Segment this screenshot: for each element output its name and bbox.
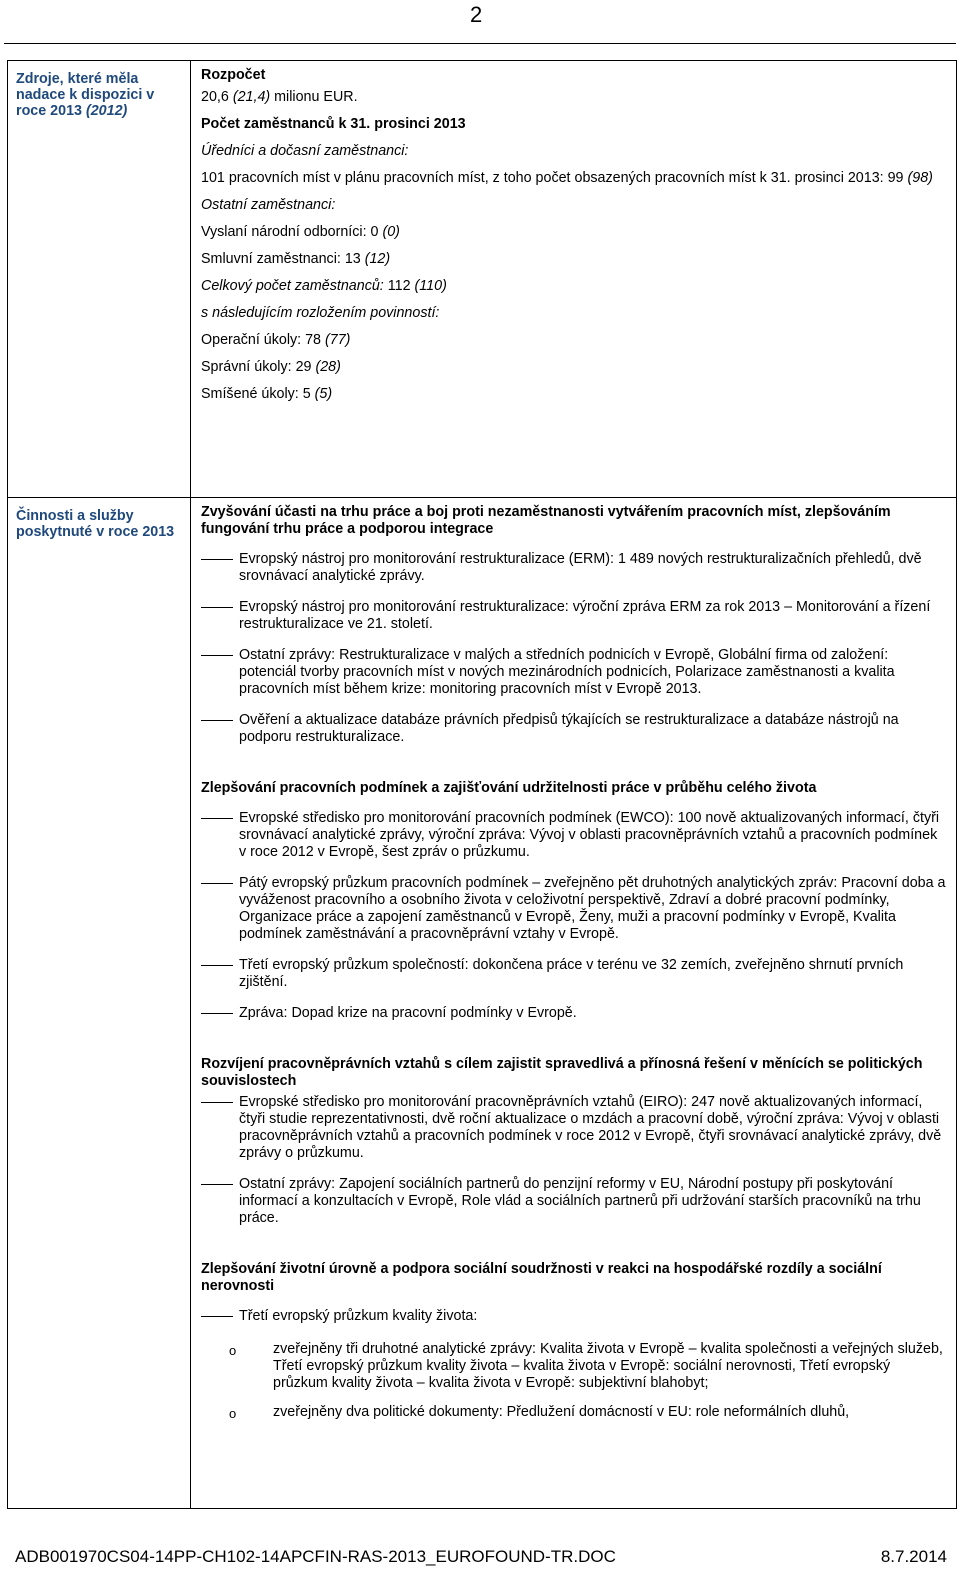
contract-text: Smluvní zaměstnanci: 13: [201, 251, 365, 267]
document-id: ADB001970CS04-14PP-CH102-14APCFIN-RAS-2013_EUROFOUND-TR.DOC: [15, 1547, 616, 1566]
sub-list-item: [201, 1404, 948, 1421]
summary-table: [7, 60, 957, 1509]
section-working-conditions: [201, 780, 948, 1022]
admin-line: [201, 359, 948, 375]
dash-bullet: [201, 607, 233, 608]
header-rule: [4, 43, 956, 44]
budget-title: Rozpočet: [201, 67, 266, 83]
contract-prev: (12): [364, 251, 391, 267]
total-label: Celkový počet zaměstnanců:: [201, 278, 384, 294]
list-item-text: Třetí evropský průzkum společností: dokončena práce v terénu ve 32 zemích, zveřejněno shrnutí prvních zjištění.: [239, 957, 904, 990]
activities-label-cell: [8, 498, 191, 1509]
list-item: [201, 712, 948, 746]
list-item: [201, 1005, 948, 1022]
activities-content-cell: [191, 498, 957, 1509]
dash-bullet: [201, 559, 233, 560]
section-heading: Zvyšování účasti na trhu práce a boj proti nezaměstnanosti vytvářením pracovních míst, zlepšováním fungování trhu práce a podporou integrace: [201, 504, 891, 537]
page-number: 2: [470, 2, 483, 27]
section-industrial-relations: [201, 1056, 948, 1227]
dash-bullet: [201, 1184, 233, 1185]
circle-bullet: o: [229, 1343, 237, 1358]
list-item-text: Pátý evropský průzkum pracovních podmínek – zveřejněno pět druhotných analytických zpráv: Pracovní doba a vyváženost pracovního a osobního života v celoživotní perspektivě, Zdraví a dobré pracovní podmínky, Organizace práce a zapojení zaměstnanců v Evropě, Ženy, muži a pracovní podmínky v Evropě, Kvalita podmínek zaměstnávání a pracovněprávní vztahy v Evropě.: [239, 875, 946, 942]
staff-title: Počet zaměstnanců k 31. prosinci 2013: [201, 116, 466, 132]
resources-label-prev: (2012): [85, 103, 128, 119]
list-item: [201, 1176, 948, 1227]
officials-line: [201, 170, 948, 186]
section-living-standards: [201, 1261, 948, 1421]
circle-bullet: o: [229, 1406, 237, 1421]
list-item: [201, 1308, 948, 1325]
list-item-text: Ověření a aktualizace databáze právních předpisů týkajících se restrukturalizace a databáze nástrojů na podporu restrukturalizace.: [239, 712, 899, 745]
list-item-text: Evropské středisko pro monitorování pracovněprávních vztahů (EIRO): 247 nově aktualizovaných informací, čtyři studie reprezentativnosti, dvě roční aktualizace o mzdách a pracovní době, výroční zpráva: Vývoj v oblasti pracovněprávních vztahů a pracovních podmínek v roce 2012 v Evropě, čtyři srovnávací analytické zprávy, dvě zprávy o průzkumu.: [239, 1094, 942, 1161]
activities-label: Činnosti a služby poskytnuté v roce 2013: [16, 508, 175, 540]
section-labour-market: [201, 504, 948, 746]
officials-prev: (98): [907, 170, 933, 186]
list-item: [201, 647, 948, 698]
operational-text: Operační úkoly: 78: [201, 332, 325, 348]
dash-bullet: [201, 883, 233, 884]
list-item-text: Třetí evropský průzkum kvality života:: [239, 1308, 478, 1324]
list-item-text: Evropské středisko pro monitorování pracovních podmínek (EWCO): 100 nově aktualizovaných informací, čtyři srovnávací analytické zprávy, výroční zpráva: Vývoj v oblasti pracovněprávních vztahů a pracovních podmínek v roce 2012 v Evropě, šest zpráv o průzkumu.: [239, 810, 940, 860]
section-heading: Rozvíjení pracovněprávních vztahů s cílem zajistit spravedlivá a přínosná řešení v měnících se politických souvislostech: [201, 1056, 923, 1089]
budget-value: 20,6: [201, 89, 233, 105]
sub-list-item-text: zveřejněny dva politické dokumenty: Předlužení domácností v EU: role neformálních dluhů,: [273, 1404, 850, 1420]
admin-prev: (28): [315, 359, 341, 375]
list-item: [201, 1094, 948, 1162]
total-value: 112: [383, 278, 415, 294]
budget-prev: (21,4): [232, 89, 271, 105]
seconded-prev: (0): [382, 224, 400, 240]
operational-prev: (77): [324, 332, 351, 348]
contract-line: [201, 251, 948, 267]
list-item-text: Zpráva: Dopad krize na pracovní podmínky v Evropě.: [239, 1005, 577, 1021]
mixed-prev: (5): [314, 386, 333, 402]
dash-bullet: [201, 818, 233, 819]
list-item: [201, 957, 948, 991]
list-item-text: Evropský nástroj pro monitorování restrukturalizace: výroční zpráva ERM za rok 2013 – Monitorování a řízení restrukturalizace ve 21. století.: [239, 599, 931, 632]
operational-line: [201, 332, 948, 348]
seconded-line: [201, 224, 948, 240]
officials-text: 101 pracovních míst v plánu pracovních míst, z toho počet obsazených pracovních míst k 31. prosinci 2013: 99: [201, 170, 908, 186]
budget-unit: milionu EUR.: [270, 89, 358, 105]
list-item: [201, 810, 948, 861]
sub-list-item: [201, 1341, 948, 1392]
list-item-text: Ostatní zprávy: Zapojení sociálních partnerů do penzijní reformy v EU, Národní postupy při poskytování informací a konzultacích v Evropě, Role vlád a sociálních partnerů při udržování starších pracovníků na trhu práce.: [239, 1176, 921, 1226]
dash-bullet: [201, 1013, 233, 1014]
resources-label: Zdroje, které měla nadace k dispozici v roce 2013: [16, 71, 155, 119]
dash-bullet: [201, 655, 233, 656]
total-prev: (110): [414, 278, 447, 294]
resources-content-cell: [191, 61, 957, 498]
total-line: [201, 278, 948, 294]
admin-text: Správní úkoly: 29: [201, 359, 316, 375]
section-heading: Zlepšování životní úrovně a podpora sociální soudržnosti v reakci na hospodářské rozdíly a sociální nerovnosti: [201, 1261, 882, 1294]
list-item-text: Evropský nástroj pro monitorování restrukturalizace (ERM): 1 489 nových restrukturalizačních přehledů, dvě srovnávací analytické zprávy.: [239, 551, 922, 584]
dash-bullet: [201, 1316, 233, 1317]
split-label: s následujícím rozložením povinností:: [201, 305, 440, 321]
list-item: [201, 551, 948, 585]
mixed-line: [201, 386, 948, 402]
other-staff-label: Ostatní zaměstnanci:: [201, 197, 336, 213]
dash-bullet: [201, 965, 233, 966]
activities-row: [8, 498, 957, 1509]
officials-label: Úředníci a dočasní zaměstnanci:: [201, 143, 409, 159]
resources-row: [8, 61, 957, 498]
budget-line: [201, 89, 948, 105]
list-item: [201, 875, 948, 943]
list-item: [201, 599, 948, 633]
list-item-text: Ostatní zprávy: Restrukturalizace v malých a středních podnicích v Evropě, Globální firma od založení: potenciál tvorby pracovních míst v nových mezinárodních podnicích, Polarizace zaměstnanosti a kvalita pracovních míst během krize: monitoring pracovních míst v Evropě 2013.: [239, 647, 895, 697]
sub-list-item-text: zveřejněny tři druhotné analytické zprávy: Kvalita života v Evropě – kvalita společnosti a veřejných služeb, Třetí evropský průzkum kvality života – kvalita života v Evropě: sociální nerovnosti, Třetí evropský průzkum kvality života – kvalita života v Evropě: subjektivní blahobyt;: [273, 1341, 943, 1391]
dash-bullet: [201, 720, 233, 721]
document-date: 8.7.2014: [880, 1547, 947, 1566]
section-heading: Zlepšování pracovních podmínek a zajišťování udržitelnosti práce v průběhu celého života: [201, 780, 817, 796]
seconded-text: Vyslaní národní odborníci: 0: [201, 224, 383, 240]
mixed-text: Smíšené úkoly: 5: [201, 386, 315, 402]
dash-bullet: [201, 1102, 233, 1103]
resources-label-cell: [8, 61, 191, 498]
